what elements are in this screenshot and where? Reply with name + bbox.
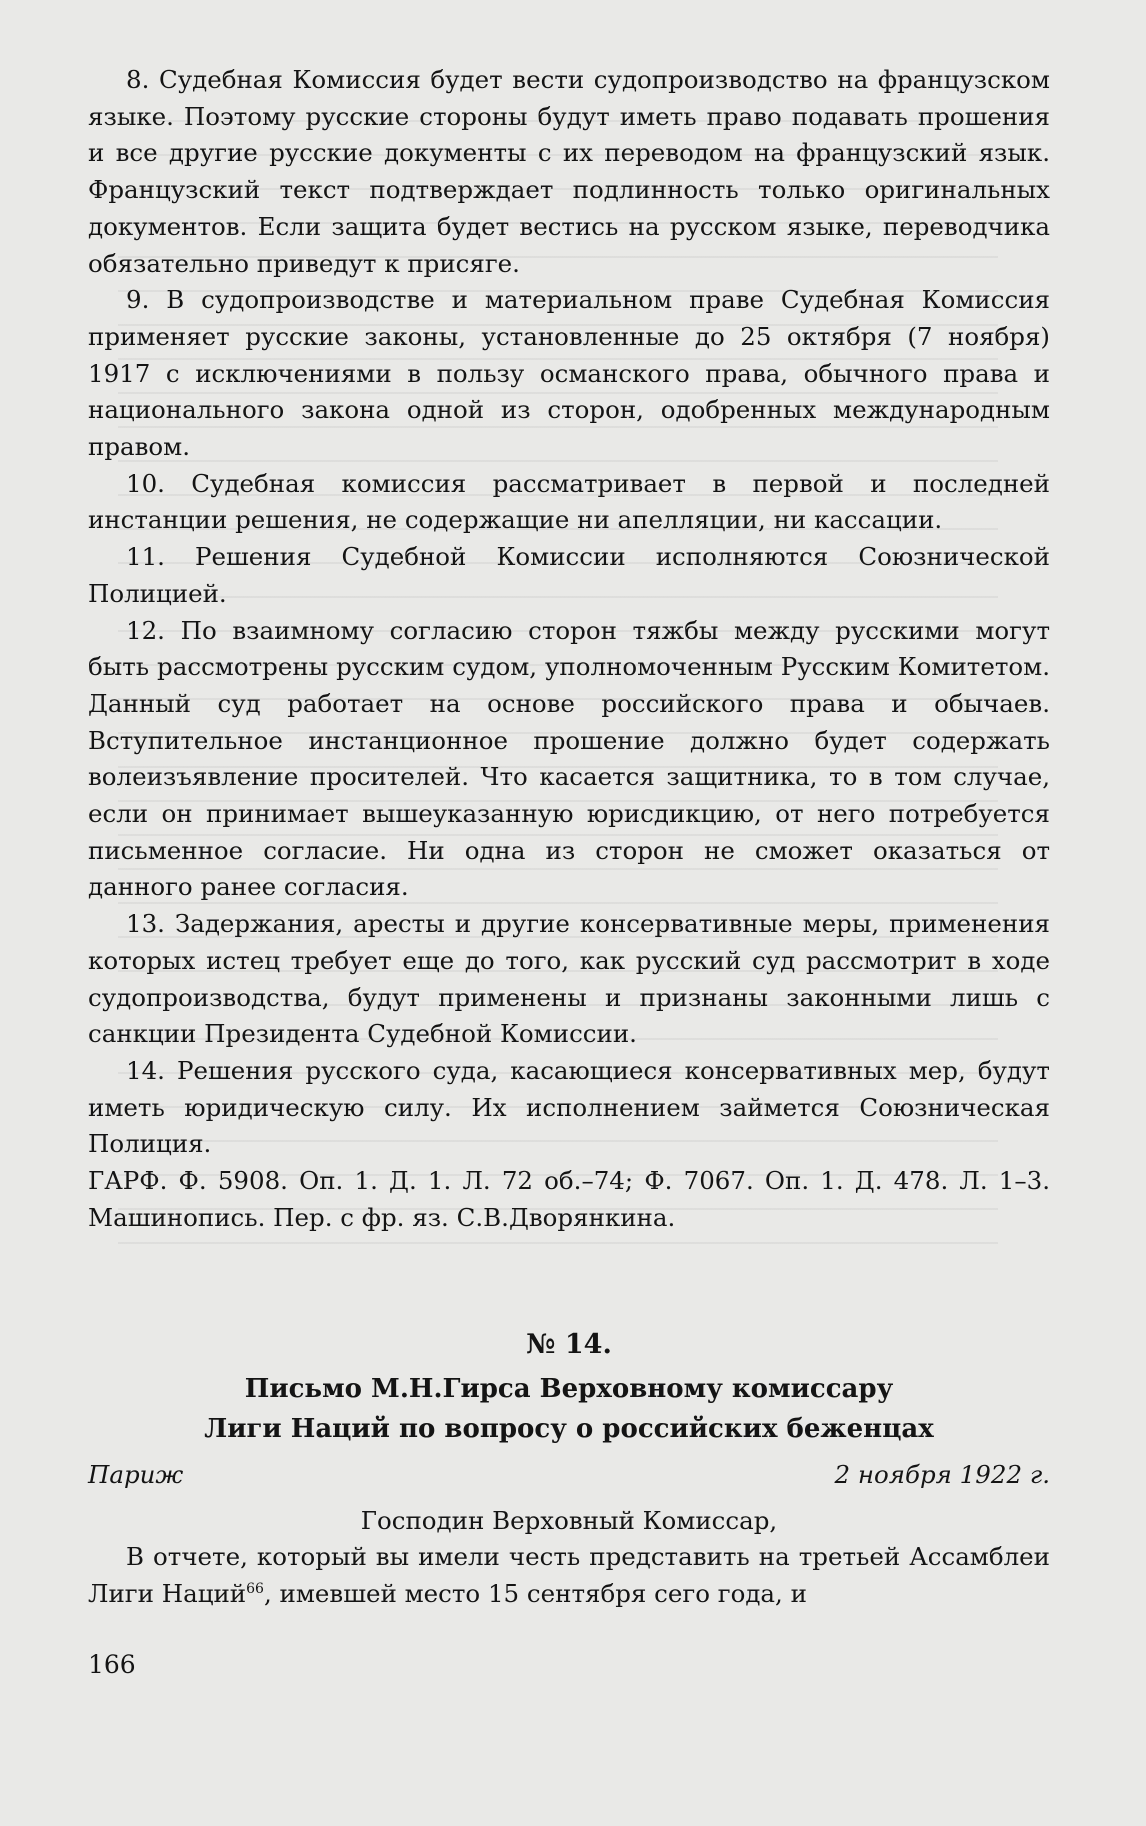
document-number: № 14. <box>526 1328 612 1360</box>
document-title <box>88 1369 1050 1449</box>
paragraph-10: 10. Судебная комиссия рассматривает в первой и последней инстанции решения, не содержащие ни апелляции, ни кассации. <box>88 468 1050 535</box>
document-place: Париж <box>88 1459 184 1489</box>
document-title-line-2: Лиги Наций по вопросу о российских беженцах <box>204 1413 934 1444</box>
paragraph-8: 8. Судебная Комиссия будет вести судопроизводство на французском языке. Поэтому русские стороны будут иметь право подавать прошения и все другие русские документы с их переводом на французский язык. Французский текст подтверждает подлинность только оригинальных документов. Если защита будет вестись на русском языке, переводчика обязательно приведут к присяге. <box>88 65 1050 278</box>
document-title-line-1: Письмо М.Н.Гирса Верховному комиссару <box>244 1373 894 1404</box>
letter-salutation: Господин Верховный Комиссар, <box>360 1505 778 1535</box>
document-date: 2 ноября 1922 г. <box>834 1459 1050 1489</box>
place-date-line <box>88 1457 1050 1493</box>
paragraph-11: 11. Решения Судебной Комиссии исполняются Союзнической Полицией. <box>88 542 1050 608</box>
letter-body-start: В отчете, который вы имели честь представить на третьей Ассамблеи Лиги Наций <box>88 1542 1050 1608</box>
page-number: 166 <box>88 1649 136 1679</box>
paragraph-9: 9. В судопроизводстве и материальном праве Судебная Комиссия применяет русские законы, установленные до 25 октября (7 ноября) 1917 с исключениями в пользу османского права, обычного права и национального закона одной из сторон, одобренных международным правом. <box>88 285 1050 462</box>
paragraph-14: 14. Решения русского суда, касающиеся консервативных мер, будут иметь юридическую силу. Их исполнением займется Союзническая Полиция. <box>88 1055 1050 1159</box>
paragraph-13: 13. Задержания, аресты и другие консервативные меры, применения которых истец требует еще до того, как русский суд рассмотрит в ходе судопроизводства, будут применены и признаны законными лишь с санкции Президента Судебной Комиссии. <box>88 909 1050 1049</box>
book-page <box>88 62 1050 1792</box>
letter-body-end: , имевшей место 15 сентября сего года, и <box>263 1578 807 1608</box>
letter-body-paragraph <box>88 1539 1050 1612</box>
footnote-reference[interactable]: 66 <box>246 1580 264 1597</box>
paragraph-12: 12. По взаимному согласию сторон тяжбы между русскими могут быть рассмотрены русским судом, уполномоченным Русским Комитетом. Данный суд работает на основе российского права и обычаев. Вступительное инстанционное прошение должно будет содержать волеизъявление просителей. Что касается защитника, то в том случае, если он принимает вышеуказанную юрисдикцию, от него потребуется письменное согласие. Ни одна из сторон не сможет оказаться от данного ранее согласия. <box>88 615 1050 902</box>
archive-source-reference: ГАРФ. Ф. 5908. Оп. 1. Д. 1. Л. 72 об.–74; Ф. 7067. Оп. 1. Д. 478. Л. 1–3. Машинопись. Пер. с фр. яз. С.В.Дворянкина. <box>88 1166 1050 1232</box>
